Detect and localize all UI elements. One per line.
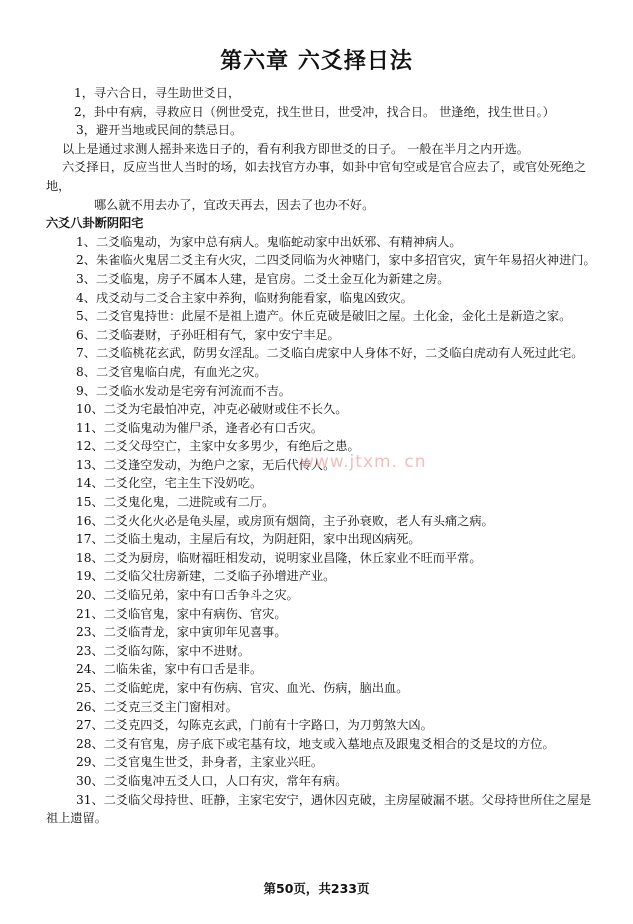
list-item: 13、二爻逢空发动，为绝户之家，无后代传人。 (76, 457, 336, 472)
list-item: 23、二爻临青龙，家中寅卯年见喜事。 (76, 625, 287, 640)
list-item: 30、二爻临鬼冲五爻人口，人口有灾，常年有病。 (76, 773, 348, 788)
list-item: 25、二爻临蛇虎，家中有伤病、官灾、血光、伤病，脑出血。 (76, 681, 409, 695)
watermark: www.jtxm. cn (300, 452, 427, 472)
list-item: 15、二爻鬼化鬼，二进院或有二厅。 (76, 495, 275, 510)
section-heading: 六爻八卦断阴阳宅 (46, 216, 144, 231)
list-item: 5、二爻官鬼持世：此屋不是祖上遗产。休丘克破是破旧之屋。土化金，金化土是新造之家。 (76, 309, 572, 324)
list-item: 1、二爻临鬼动，为家中总有病人。鬼临蛇动家中出妖邪、有精神病人。 (76, 234, 462, 249)
page-number: 第50页，共233页 (263, 881, 370, 896)
list-item: 2、朱雀临火鬼居二爻主有火灾，二四爻同临为火神赌门，家中多招官灾，寅午年易招火神进门。 (76, 253, 596, 268)
list-item: 21、二爻临官鬼，家中有病伤、官灾。 (76, 606, 287, 621)
list-item: 26、二爻克三爻主门窗相对。 (76, 699, 238, 714)
list-item: 9、二爻临水发动是宅旁有河流而不吉。 (76, 383, 291, 398)
intro-paragraph: 3，避开当地或民间的禁忌日。 (76, 123, 243, 138)
list-item: 14、二爻化空，宅主生下没奶吃。 (76, 476, 263, 491)
list-item: 23、二爻临勾陈，家中不进财。 (76, 643, 250, 658)
list-item: 28、二爻有官鬼，房子底下或宅基有坟，地支或入墓地点及跟鬼爻相合的爻是坟的方位。 (76, 736, 555, 751)
list-item: 7、二爻临桃花玄武，防男女淫乱。二爻临白虎家中人身体不好，二爻临白虎动有人死过此宅。 (76, 346, 584, 361)
list-item: 31、二爻临父母持世、旺静，主家宅安宁，遇休囚克破，主房屋破漏不堪。父母持世所住之屋是祖上遗留。 (46, 792, 592, 826)
list-item: 20、二爻临兄弟，家中有口舌争斗之灾。 (76, 588, 299, 603)
rule-list (46, 233, 602, 828)
intro-paragraph: 1，寻六合日，寻生助世爻日， (74, 86, 241, 100)
list-item: 6、二爻临妻财，子孙旺相有气，家中安宁丰足。 (76, 327, 340, 342)
list-item: 17、二爻临土鬼动，主屋后有坟，为阴赶阳，家中出现凶病死。 (76, 532, 421, 547)
list-item: 29、二爻官鬼生世爻，卦身者，主家业兴旺。 (76, 755, 324, 770)
intro-paragraph: 六爻择日，反应当世人当时的场，如去找官方办事，如卦中官旬空或是官合应去了，或官处死绝之地， (46, 160, 587, 193)
page-title: 第六章 六爻择日法 (220, 49, 413, 74)
intro-section (46, 84, 602, 214)
list-item: 4、戌爻动与二爻合主家中养狗，临财狗能看家，临鬼凶致灾。 (76, 290, 413, 305)
list-item: 19、二爻临父壮房新建，二爻临子孙增进产业。 (76, 569, 336, 584)
list-item: 18、二爻为厨房，临财福旺相发动，说明家业昌隆，休丘家业不旺而平常。 (76, 550, 482, 565)
list-item: 24、二临朱雀，家中有口舌是非。 (76, 662, 263, 677)
list-item: 10、二爻为宅最怕冲克，冲克必破财或住不长久。 (76, 402, 348, 417)
list-item: 27、二爻克四爻，勾陈克玄武，门前有十字路口，为刀剪煞大凶。 (76, 718, 433, 733)
intro-paragraph: 哪么就不用去办了，宜改天再去，因去了也办不好。 (94, 197, 375, 212)
list-item: 11、二爻临鬼动为催尸杀，逢者必有口舌灾。 (76, 420, 324, 435)
intro-paragraph: 2，卦中有病，寻救应日（例世受克，找生世日，世受冲，找合日。 世逢绝，找生世日。） (74, 104, 555, 119)
list-item: 16、二爻火化火必是龟头屋，或房顶有烟筒，主子孙衰败，老人有头痛之病。 (76, 513, 494, 528)
list-item: 8、二爻官鬼临白虎，有血光之灾。 (76, 364, 267, 379)
list-item: 3、二爻临鬼，房子不属本人建，是官房。二爻土金互化为新建之房。 (76, 271, 450, 286)
list-item: 12、二爻父母空亡，主家中女多男少，有绝后之患。 (76, 439, 360, 454)
intro-paragraph: 以上是通过求测人摇卦来选日子的，看有利我方即世爻的日子。 一般在半月之内开选。 (62, 141, 529, 156)
